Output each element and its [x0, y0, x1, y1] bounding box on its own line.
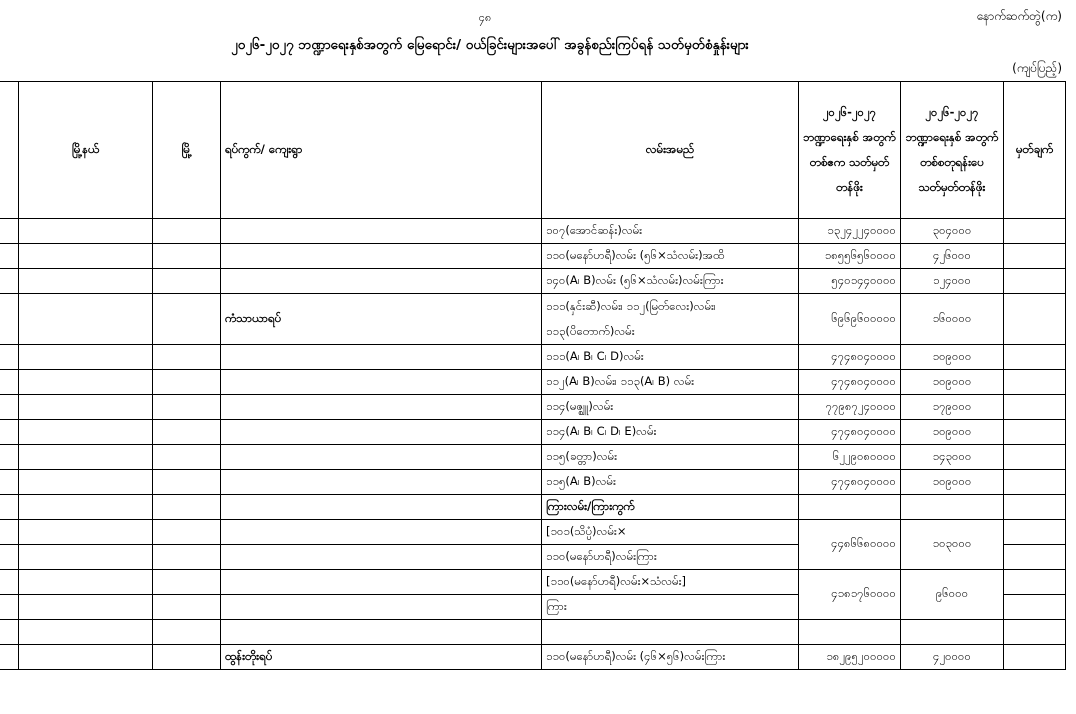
sqft-value-cell: ၃၀၄၀၀၀: [901, 219, 1004, 244]
header-ward: ရပ်ကွက်/ ကျေးရွာ: [221, 82, 542, 219]
acre-value-cell: ၅၄၀၁၄၄၀၀၀၀: [799, 269, 901, 294]
sqft-value-cell: ၁၀၃၀၀၀: [901, 520, 1004, 570]
acre-value-cell: ၄၇၄၈၀၄၀၀၀၀: [799, 420, 901, 445]
acre-value-cell: ၁၈၂၉၅၂၀၀၀၀၀: [799, 645, 901, 670]
header-district: မြို့နယ်: [19, 82, 153, 219]
street-cell: ကြား: [542, 595, 799, 620]
page-number: ၄၈: [478, 11, 492, 24]
empty-row: [0, 620, 1066, 645]
acre-value-cell: ၁၈၅၅၆၅၆၀၀၀၀: [799, 244, 901, 269]
table-row: [0, 445, 1066, 470]
table-row: [0, 244, 1066, 269]
table-row: [0, 219, 1066, 244]
table-row: [0, 520, 1066, 545]
table-row: [0, 294, 1066, 345]
street-line: ၁၁၃(ပိတောက်)လမ်း: [546, 324, 635, 338]
ward-cell: [221, 420, 542, 445]
street-cell: ၁၁၀(မနော်ဟရီ)လမ်းကြား: [542, 545, 799, 570]
street-cell: ၁၁၁(A၊ B၊ C၊ D)လမ်း: [542, 345, 799, 370]
valuation-table: [0, 81, 1066, 670]
ward-cell: [221, 345, 542, 370]
section-heading-row: [0, 495, 1066, 520]
street-cell: [542, 294, 799, 345]
table-row: [0, 269, 1066, 294]
street-cell: ၁၁၀(မနော်ဟရီ)လမ်း (၄၆×၅၆)လမ်းကြား: [542, 645, 799, 670]
header-remarks: မှတ်ချက်: [1004, 82, 1066, 219]
unit-label: (ကျပ်ပြည့်): [1012, 61, 1062, 75]
header-town: မြို့: [153, 82, 221, 219]
street-cell: ၁၁၂(A၊ B)လမ်း၊ ၁၁၃(A၊ B) လမ်း: [542, 370, 799, 395]
acre-value-cell: ၄၁၈၁၇၆၀၀၀၀: [799, 570, 901, 620]
ward-cell: [221, 470, 542, 495]
acre-value-cell: ၄၇၄၈၀၄၀၀၀၀: [799, 370, 901, 395]
header-col0: [0, 82, 19, 219]
table-row: [0, 645, 1066, 670]
table-row: [0, 420, 1066, 445]
street-cell: ၁၁၄(A၊ B၊ C၊ D၊ E)လမ်း: [542, 420, 799, 445]
annex-label: နောက်ဆက်တွဲ(က): [976, 9, 1062, 23]
ward-cell: [221, 370, 542, 395]
sqft-value-cell: ၁၆၀၀၀၀: [901, 294, 1004, 345]
ward-cell: ကံသာယာရပ်: [221, 294, 542, 345]
sqft-value-cell: ၁၄၃၀၀၀: [901, 445, 1004, 470]
street-cell: ၁၁၅(ခတ္တာ)လမ်း: [542, 445, 799, 470]
header-value-per-acre: ၂၀၂၆-၂၀၂၇ ဘဏ္ဍာရေးနှစ် အတွက် တစ်ဧက သတ်မှတ်တန်ဖိုး: [799, 82, 901, 219]
acre-value-cell: ၄၄၈၆၆၈၀၀၀၀: [799, 520, 901, 570]
sqft-value-cell: ၁၀၉၀၀၀: [901, 470, 1004, 495]
acre-value-cell: ၇၇၉၈၇၂၄၀၀၀၀: [799, 395, 901, 420]
street-line: ၁၁၁(နှင်းဆီ)လမ်း၊ ၁၁၂(မြတ်လေး)လမ်း၊: [546, 299, 716, 313]
sqft-value-cell: ၁၀၉၀၀၀: [901, 370, 1004, 395]
sqft-value-cell: ၉၆၀၀၀: [901, 570, 1004, 620]
ward-cell: [221, 269, 542, 294]
table-row: [0, 470, 1066, 495]
header-street: လမ်းအမည်: [542, 82, 799, 219]
sqft-value-cell: ၁၇၉၀၀၀: [901, 395, 1004, 420]
section-heading: ကြားလမ်း/ကြားကွက်: [542, 495, 799, 520]
table-row: [0, 570, 1066, 595]
ward-cell: [221, 244, 542, 269]
street-cell: ၁၁၅(A၊ B)လမ်း: [542, 470, 799, 495]
header-value-per-sqft: ၂၀၂၆-၂၀၂၇ ဘဏ္ဍာရေးနှစ် အတွက် တစ်စတုရန်းပေ သတ်မှတ်တန်ဖိုး: [901, 82, 1004, 219]
acre-value-cell: ၆၂၂၉၀၈၀၀၀၀: [799, 445, 901, 470]
table-header-row: [0, 82, 1066, 219]
street-cell: ၁၀၇(အောင်ဆန်း)လမ်း: [542, 219, 799, 244]
ward-cell: [221, 395, 542, 420]
table-row: [0, 370, 1066, 395]
table-row: [0, 395, 1066, 420]
sqft-value-cell: ၄၂၀၀၀၀: [901, 645, 1004, 670]
document-title: ၂၀၂၆-၂၀၂၇ ဘဏ္ဍာရေးနှစ်အတွက် မြေရောင်း/ ဝယ်ခြင်းများအပေါ် အခွန်စည်းကြပ်ရန် သတ်မှတ်စံနှုန်းများ: [231, 37, 749, 53]
street-cell: [၁၁၀(မနော်ဟရီ)လမ်း×သံလမ်း]: [542, 570, 799, 595]
ward-cell: ထွန်းတိုးရပ်: [221, 645, 542, 670]
acre-value-cell: ၄၇၄၈၀၄၀၀၀၀: [799, 470, 901, 495]
street-cell: ၁၁၄(မဇ္ဈူ)လမ်း: [542, 395, 799, 420]
acre-value-cell: ၆၉၆၉၆၀၀၀၀၀: [799, 294, 901, 345]
ward-cell: [221, 445, 542, 470]
table-row: [0, 345, 1066, 370]
street-cell: [၁၀၁(သိပ္ပံ)လမ်း×: [542, 520, 799, 545]
acre-value-cell: ၁၃၂၄၂၂၄၀၀၀၀: [799, 219, 901, 244]
sqft-value-cell: ၁၂၄၀၀၀: [901, 269, 1004, 294]
street-cell: ၁၄၀(A၊ B)လမ်း (၅၆×သံလမ်း)လမ်းကြား: [542, 269, 799, 294]
sqft-value-cell: ၁၀၉၀၀၀: [901, 420, 1004, 445]
sqft-value-cell: ၁၀၉၀၀၀: [901, 345, 1004, 370]
street-cell: ၁၁၀(မနော်ဟရီ)လမ်း (၅၆×သံလမ်း)အထိ: [542, 244, 799, 269]
sqft-value-cell: ၄၂၆၀၀၀: [901, 244, 1004, 269]
acre-value-cell: ၄၇၄၈၀၄၀၀၀၀: [799, 345, 901, 370]
ward-cell: [221, 219, 542, 244]
